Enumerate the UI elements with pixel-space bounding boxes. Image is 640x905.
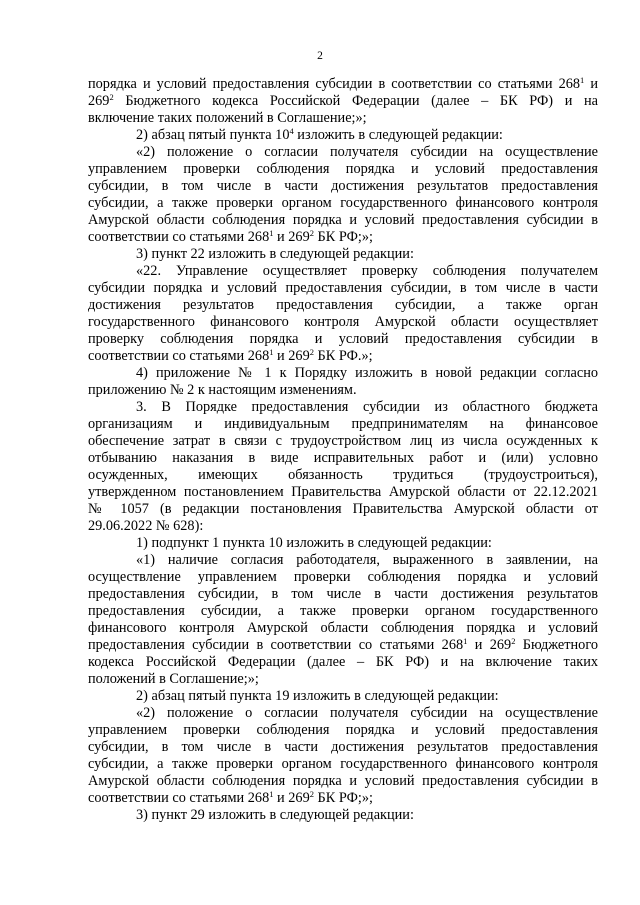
text-run: осуществление управлением проверки соблюдения порядка и условий: [88, 569, 598, 585]
text-line: [88, 161, 598, 178]
text-run: и 269: [273, 790, 310, 806]
text-line: [88, 110, 598, 127]
text-line: [88, 586, 598, 603]
text-line: [88, 178, 598, 195]
text-run: кодекса Российской Федерации (далее – БК РФ) и на включение таких: [88, 654, 598, 670]
text-line: [88, 331, 598, 348]
text-line: [88, 297, 598, 314]
text-line: [88, 212, 598, 229]
text-line: [88, 195, 598, 212]
text-line: [136, 263, 598, 280]
text-line: [88, 518, 598, 535]
text-run: 29.06.2022 № 628):: [88, 518, 204, 534]
superscript: 1: [269, 228, 274, 238]
text-run: и 269: [273, 348, 310, 364]
text-run: достижения результатов предоставления субсидии, а также орган: [88, 297, 598, 313]
text-line: [136, 365, 598, 382]
text-run: проверку соблюдения порядка и условий предоставления субсидии в: [88, 331, 598, 347]
text-line: [88, 348, 598, 365]
text-line: [136, 688, 598, 705]
superscript: 2: [511, 636, 516, 646]
text-line: [88, 416, 598, 433]
text-run: 4) приложение № 1 к Порядку изложить в новой редакции согласно: [136, 365, 598, 381]
text-run: субсидии, в том числе в части достижения результатов предоставления: [88, 178, 598, 194]
text-run: «22. Управление осуществляет проверку соблюдения получателем: [136, 263, 598, 279]
text-run: БК РФ;»;: [313, 790, 373, 806]
text-run: «2) положение о согласии получателя субсидии на осуществление: [136, 705, 598, 721]
text-run: Амурской области соблюдения порядка и условий предоставления субсидии в: [88, 773, 598, 789]
text-line: [136, 552, 598, 569]
text-run: субсидии, в том числе в части достижения результатов предоставления: [88, 739, 598, 755]
text-run: включение таких положений в Соглашение;»;: [88, 110, 367, 126]
text-line: [88, 620, 598, 637]
text-line: [88, 382, 598, 399]
text-line: [136, 246, 598, 263]
text-run: и: [584, 76, 598, 92]
text-run: приложению № 2 к настоящим изменениям.: [88, 382, 357, 398]
text-run: и 269: [273, 229, 310, 245]
text-run: соответствии со статьями 268: [88, 229, 270, 245]
text-line: [88, 773, 598, 790]
superscript: 1: [463, 636, 468, 646]
text-line: [88, 450, 598, 467]
text-run: осужденных, имеющих обязанность трудиться (трудоустроиться),: [88, 467, 598, 483]
text-run: 3) пункт 29 изложить в следующей редакции:: [136, 807, 414, 823]
text-line: [88, 603, 598, 620]
text-run: и 269: [467, 637, 512, 653]
text-line: [88, 229, 598, 246]
text-line: [88, 790, 598, 807]
text-run: 2) абзац пятый пункта 19 изложить в следующей редакции:: [136, 688, 499, 704]
text-run: Бюджетного: [515, 637, 598, 653]
text-run: соответствии со статьями 268: [88, 348, 270, 364]
text-run: государственного финансового контроля Амурской области осуществляет: [88, 314, 598, 330]
text-run: субсидии, а также проверки органом государственного финансового контроля: [88, 756, 598, 772]
text-line: [88, 433, 598, 450]
text-line: [88, 484, 598, 501]
text-run: предоставления субсидии в соответствии со статьями 268: [88, 637, 464, 653]
text-run: управлением проверки соблюдения порядка и условий предоставления: [88, 161, 598, 177]
text-line: [88, 93, 598, 110]
page-number: 2: [317, 50, 323, 62]
text-run: БК РФ.»;: [313, 348, 373, 364]
text-run: обеспечение затрат в связи с трудоустройством лиц из числа осужденных к: [88, 433, 598, 449]
text-line: [88, 501, 598, 518]
superscript: 1: [269, 347, 274, 357]
text-run: положений в Соглашение;»;: [88, 671, 259, 687]
text-run: предоставления субсидии, в том числе в части достижения результатов: [88, 586, 598, 602]
text-run: утвержденном постановлением Правительства Амурской области от 22.12.2021: [88, 484, 598, 500]
text-line: [88, 467, 598, 484]
text-run: 3) пункт 22 изложить в следующей редакции:: [136, 246, 414, 262]
text-line: [88, 654, 598, 671]
text-line: [88, 637, 598, 654]
text-line: [136, 399, 598, 416]
text-run: организациям и индивидуальным предпринимателям на финансовое: [88, 416, 598, 432]
text-line: [88, 76, 598, 93]
text-run: субсидии порядка и условий предоставления субсидии, в том числе в части: [88, 280, 598, 296]
text-run: финансового контроля Амурской области соблюдения порядка и условий: [88, 620, 598, 636]
text-run: отбыванию наказания в виде исправительных работ и (или) условно: [88, 450, 598, 466]
text-run: субсидии, а также проверки органом государственного финансового контроля: [88, 195, 598, 211]
text-run: № 1057 (в редакции постановления Правительства Амурской области от: [88, 501, 598, 517]
text-line: [88, 314, 598, 331]
text-run: «2) положение о согласии получателя субсидии на осуществление: [136, 144, 598, 160]
text-line: [136, 127, 598, 144]
superscript: 1: [269, 789, 274, 799]
text-line: [136, 144, 598, 161]
text-run: 269: [88, 93, 110, 109]
text-line: [136, 535, 598, 552]
superscript: 2: [309, 347, 314, 357]
superscript: 2: [309, 789, 314, 799]
superscript: 1: [580, 75, 585, 85]
text-run: 3. В Порядке предоставления субсидии из областного бюджета: [136, 399, 598, 415]
text-run: изложить в следующей редакции:: [293, 127, 503, 143]
text-run: «1) наличие согласия работодателя, выраженного в заявлении, на: [136, 552, 598, 568]
text-line: [88, 569, 598, 586]
superscript: 4: [289, 126, 294, 136]
text-run: БК РФ;»;: [313, 229, 373, 245]
text-line: [88, 756, 598, 773]
text-line: [88, 739, 598, 756]
superscript: 2: [309, 228, 314, 238]
text-line: [136, 807, 598, 824]
text-line: [88, 671, 598, 688]
text-line: [88, 722, 598, 739]
text-run: порядка и условий предоставления субсидии в соответствии со статьями 268: [88, 76, 581, 92]
text-line: [136, 705, 598, 722]
text-run: соответствии со статьями 268: [88, 790, 270, 806]
text-run: предоставления субсидии, а также проверки органом государственного: [88, 603, 598, 619]
text-run: 2) абзац пятый пункта 10: [136, 127, 290, 143]
text-run: 1) подпункт 1 пункта 10 изложить в следующей редакции:: [136, 535, 492, 551]
text-run: Амурской области соблюдения порядка и условий предоставления субсидии в: [88, 212, 598, 228]
text-run: Бюджетного кодекса Российской Федерации (далее – БК РФ) и на: [113, 93, 598, 109]
superscript: 2: [109, 92, 114, 102]
text-line: [88, 280, 598, 297]
text-run: управлением проверки соблюдения порядка и условий предоставления: [88, 722, 598, 738]
